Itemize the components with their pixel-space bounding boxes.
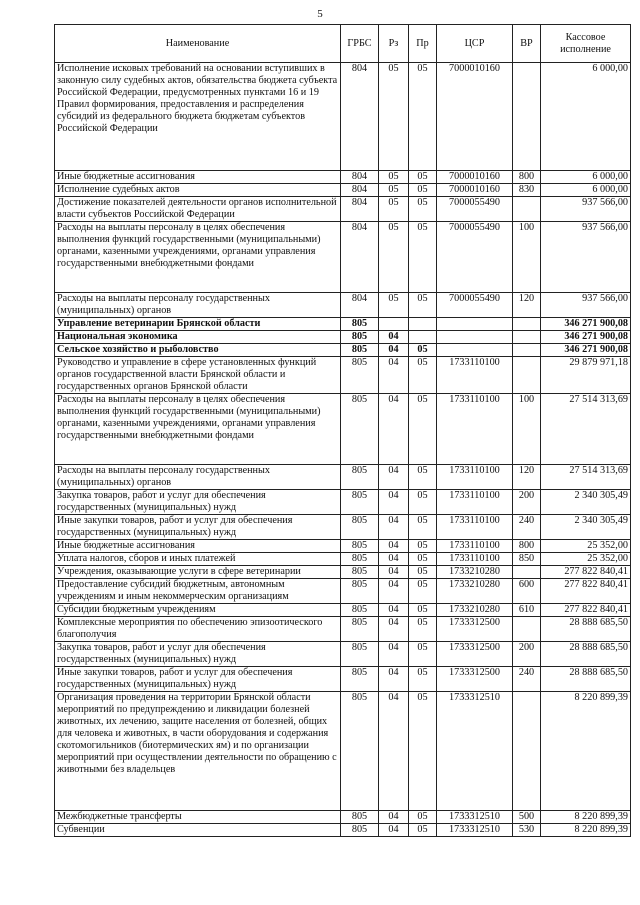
row-pr: 05 [409, 394, 437, 465]
table-row [55, 465, 631, 490]
row-vr [513, 331, 541, 344]
row-vr: 850 [513, 553, 541, 566]
row-pr: 05 [409, 824, 437, 837]
table-row [55, 293, 631, 318]
row-amount: 6 000,00 [541, 63, 631, 171]
row-grbs: 805 [341, 667, 379, 692]
table-row [55, 490, 631, 515]
row-csr [437, 344, 513, 357]
row-rz: 05 [379, 63, 409, 171]
row-grbs: 805 [341, 515, 379, 540]
row-name: Расходы на выплаты персоналу государственных (муниципальных) органов [55, 293, 341, 318]
row-rz: 04 [379, 579, 409, 604]
row-vr [513, 617, 541, 642]
row-csr: 1733210280 [437, 579, 513, 604]
row-rz: 05 [379, 184, 409, 197]
row-grbs: 805 [341, 553, 379, 566]
table-row [55, 197, 631, 222]
table-row [55, 357, 631, 394]
row-grbs: 805 [341, 692, 379, 811]
row-name: Иные закупки товаров, работ и услуг для обеспечения государственных (муниципальных) нужд [55, 667, 341, 692]
row-rz: 04 [379, 331, 409, 344]
table-row [55, 331, 631, 344]
table-row [55, 553, 631, 566]
row-vr: 120 [513, 465, 541, 490]
row-amount: 937 566,00 [541, 197, 631, 222]
table-row [55, 540, 631, 553]
table-row [55, 515, 631, 540]
row-rz: 04 [379, 540, 409, 553]
table-row [55, 692, 631, 811]
row-amount: 937 566,00 [541, 222, 631, 293]
row-csr: 1733110100 [437, 465, 513, 490]
row-amount: 28 888 685,50 [541, 617, 631, 642]
row-csr: 7000010160 [437, 63, 513, 171]
row-amount: 277 822 840,41 [541, 579, 631, 604]
row-name: Комплексные мероприятия по обеспечению эпизоотического благополучия [55, 617, 341, 642]
row-rz: 04 [379, 357, 409, 394]
row-name: Предоставление субсидий бюджетным, автономным учреждениям и иным некоммерческим организациям [55, 579, 341, 604]
row-pr: 05 [409, 642, 437, 667]
row-name: Управление ветеринарии Брянской области [55, 318, 341, 331]
row-amount: 346 271 900,08 [541, 318, 631, 331]
row-name: Достижение показателей деятельности органов исполнительной власти субъектов Российской Федерации [55, 197, 341, 222]
header-csr: ЦСР [437, 25, 513, 63]
row-csr [437, 331, 513, 344]
row-grbs: 805 [341, 318, 379, 331]
table-row [55, 566, 631, 579]
row-grbs: 804 [341, 171, 379, 184]
row-name: Иные закупки товаров, работ и услуг для обеспечения государственных (муниципальных) нужд [55, 515, 341, 540]
row-csr: 1733312510 [437, 811, 513, 824]
table-row [55, 667, 631, 692]
row-vr [513, 692, 541, 811]
row-pr: 05 [409, 222, 437, 293]
row-vr: 600 [513, 579, 541, 604]
row-name: Закупка товаров, работ и услуг для обеспечения государственных (муниципальных) нужд [55, 642, 341, 667]
row-csr: 7000010160 [437, 171, 513, 184]
row-grbs: 804 [341, 222, 379, 293]
row-grbs: 805 [341, 357, 379, 394]
header-amount: Кассовое исполнение [541, 25, 631, 63]
row-grbs: 805 [341, 579, 379, 604]
row-grbs: 805 [341, 540, 379, 553]
row-pr: 05 [409, 566, 437, 579]
row-pr: 05 [409, 490, 437, 515]
row-grbs: 805 [341, 344, 379, 357]
row-pr: 05 [409, 515, 437, 540]
row-grbs: 804 [341, 184, 379, 197]
row-grbs: 805 [341, 824, 379, 837]
row-pr: 05 [409, 357, 437, 394]
table-row [55, 184, 631, 197]
row-rz: 05 [379, 197, 409, 222]
row-pr: 05 [409, 465, 437, 490]
row-grbs: 805 [341, 490, 379, 515]
row-rz: 05 [379, 171, 409, 184]
row-pr: 05 [409, 617, 437, 642]
row-csr: 1733210280 [437, 566, 513, 579]
row-name: Межбюджетные трансферты [55, 811, 341, 824]
row-vr: 240 [513, 667, 541, 692]
row-vr: 240 [513, 515, 541, 540]
row-amount: 2 340 305,49 [541, 515, 631, 540]
row-grbs: 805 [341, 617, 379, 642]
row-csr: 7000010160 [437, 184, 513, 197]
row-name: Иные бюджетные ассигнования [55, 540, 341, 553]
row-rz: 04 [379, 553, 409, 566]
header-vr: ВР [513, 25, 541, 63]
row-csr: 1733312510 [437, 824, 513, 837]
table-row [55, 63, 631, 171]
row-amount: 937 566,00 [541, 293, 631, 318]
row-vr: 200 [513, 490, 541, 515]
row-csr: 1733312500 [437, 667, 513, 692]
row-grbs: 804 [341, 197, 379, 222]
table-row [55, 394, 631, 465]
row-vr: 500 [513, 811, 541, 824]
row-grbs: 805 [341, 394, 379, 465]
row-csr: 1733110100 [437, 394, 513, 465]
row-vr [513, 357, 541, 394]
row-amount: 8 220 899,39 [541, 692, 631, 811]
row-name: Субвенции [55, 824, 341, 837]
row-name: Субсидии бюджетным учреждениям [55, 604, 341, 617]
row-name: Организация проведения на территории Брянской области мероприятий по предупреждению и ликвидации болезней животных, их лечению, защите населения от болезней, общих для человека и животных, в части оборудования и содержания скотомогильников (биотермических ям) и по организации мероприятий при осуществлении деятельности по обращению с животными без владельцев [55, 692, 341, 811]
row-vr [513, 63, 541, 171]
row-amount: 28 888 685,50 [541, 642, 631, 667]
page-number: 5 [317, 8, 323, 20]
row-vr: 610 [513, 604, 541, 617]
table-row [55, 579, 631, 604]
row-name: Расходы на выплаты персоналу в целях обеспечения выполнения функций государственными (муниципальными) органами, казенными учреждениями, органами управления государственными внебюджетными фондами [55, 394, 341, 465]
budget-execution-table [54, 24, 631, 837]
row-amount: 25 352,00 [541, 540, 631, 553]
row-csr: 7000055490 [437, 222, 513, 293]
table-row [55, 617, 631, 642]
row-amount: 27 514 313,69 [541, 465, 631, 490]
row-amount: 25 352,00 [541, 553, 631, 566]
row-vr: 800 [513, 171, 541, 184]
row-vr: 100 [513, 394, 541, 465]
row-rz: 04 [379, 642, 409, 667]
table-row [55, 642, 631, 667]
row-name: Уплата налогов, сборов и иных платежей [55, 553, 341, 566]
row-csr: 1733312500 [437, 617, 513, 642]
row-csr: 7000055490 [437, 293, 513, 318]
row-vr [513, 197, 541, 222]
row-grbs: 805 [341, 465, 379, 490]
row-vr: 800 [513, 540, 541, 553]
row-csr: 1733110100 [437, 515, 513, 540]
row-grbs: 805 [341, 811, 379, 824]
row-vr: 200 [513, 642, 541, 667]
row-amount: 28 888 685,50 [541, 667, 631, 692]
row-vr: 530 [513, 824, 541, 837]
row-grbs: 804 [341, 63, 379, 171]
row-amount: 27 514 313,69 [541, 394, 631, 465]
row-name: Исполнение судебных актов [55, 184, 341, 197]
row-amount: 8 220 899,39 [541, 824, 631, 837]
row-csr: 1733110100 [437, 490, 513, 515]
row-pr: 05 [409, 171, 437, 184]
row-grbs: 805 [341, 566, 379, 579]
row-csr: 1733312500 [437, 642, 513, 667]
row-amount: 8 220 899,39 [541, 811, 631, 824]
row-amount: 346 271 900,08 [541, 344, 631, 357]
row-rz: 04 [379, 344, 409, 357]
row-vr [513, 318, 541, 331]
header-pr: Пр [409, 25, 437, 63]
row-amount: 2 340 305,49 [541, 490, 631, 515]
row-rz: 05 [379, 293, 409, 318]
row-amount: 277 822 840,41 [541, 566, 631, 579]
row-pr: 05 [409, 579, 437, 604]
row-rz: 04 [379, 667, 409, 692]
row-vr [513, 344, 541, 357]
table-row [55, 318, 631, 331]
table-row [55, 222, 631, 293]
row-rz: 04 [379, 515, 409, 540]
row-pr: 05 [409, 692, 437, 811]
row-amount: 346 271 900,08 [541, 331, 631, 344]
row-vr: 100 [513, 222, 541, 293]
row-grbs: 805 [341, 604, 379, 617]
row-name: Расходы на выплаты персоналу в целях обеспечения выполнения функций государственными (муниципальными) органами, казенными учреждениями, органами управления государственными внебюджетными фондами [55, 222, 341, 293]
row-pr: 05 [409, 604, 437, 617]
row-rz: 04 [379, 617, 409, 642]
row-pr: 05 [409, 197, 437, 222]
row-rz: 04 [379, 604, 409, 617]
row-pr: 05 [409, 540, 437, 553]
row-csr [437, 318, 513, 331]
row-name: Учреждения, оказывающие услуги в сфере ветеринарии [55, 566, 341, 579]
row-vr: 120 [513, 293, 541, 318]
table-row [55, 171, 631, 184]
row-grbs: 804 [341, 293, 379, 318]
row-pr: 05 [409, 667, 437, 692]
row-pr [409, 331, 437, 344]
row-rz: 04 [379, 692, 409, 811]
row-vr: 830 [513, 184, 541, 197]
row-amount: 277 822 840,41 [541, 604, 631, 617]
row-rz: 04 [379, 490, 409, 515]
header-name: Наименование [55, 25, 341, 63]
row-rz: 04 [379, 394, 409, 465]
row-rz: 04 [379, 824, 409, 837]
row-csr: 7000055490 [437, 197, 513, 222]
row-amount: 6 000,00 [541, 184, 631, 197]
header-grbs: ГРБС [341, 25, 379, 63]
table-row [55, 824, 631, 837]
row-csr: 1733210280 [437, 604, 513, 617]
row-pr: 05 [409, 184, 437, 197]
row-pr: 05 [409, 811, 437, 824]
row-rz: 04 [379, 465, 409, 490]
row-pr [409, 318, 437, 331]
row-csr: 1733110100 [437, 540, 513, 553]
row-pr: 05 [409, 63, 437, 171]
row-vr [513, 566, 541, 579]
row-name: Сельское хозяйство и рыболовство [55, 344, 341, 357]
row-rz [379, 318, 409, 331]
row-csr: 1733110100 [437, 357, 513, 394]
row-name: Иные бюджетные ассигнования [55, 171, 341, 184]
row-grbs: 805 [341, 642, 379, 667]
row-rz: 04 [379, 811, 409, 824]
table-header-row [55, 25, 631, 63]
row-amount: 6 000,00 [541, 171, 631, 184]
row-name: Исполнение исковых требований на основании вступивших в законную силу судебных актов, обязательства бюджета субъекта Российской Федерации, предусмотренных пунктами 16 и 19 Правил формирования, предоставления и распределения субсидий из федерального бюджета бюджетам субъектов Российской Федерации [55, 63, 341, 171]
row-name: Закупка товаров, работ и услуг для обеспечения государственных (муниципальных) нужд [55, 490, 341, 515]
row-rz: 04 [379, 566, 409, 579]
row-pr: 05 [409, 293, 437, 318]
table-row [55, 344, 631, 357]
row-rz: 05 [379, 222, 409, 293]
row-csr: 1733312510 [437, 692, 513, 811]
row-pr: 05 [409, 553, 437, 566]
row-amount: 29 879 971,18 [541, 357, 631, 394]
row-pr: 05 [409, 344, 437, 357]
row-name: Национальная экономика [55, 331, 341, 344]
table-row [55, 811, 631, 824]
row-grbs: 805 [341, 331, 379, 344]
table-row [55, 604, 631, 617]
row-name: Расходы на выплаты персоналу государственных (муниципальных) органов [55, 465, 341, 490]
header-rz: Рз [379, 25, 409, 63]
row-csr: 1733110100 [437, 553, 513, 566]
row-name: Руководство и управление в сфере установленных функций органов государственной власти Брянской области и государственных органов Брянской области [55, 357, 341, 394]
